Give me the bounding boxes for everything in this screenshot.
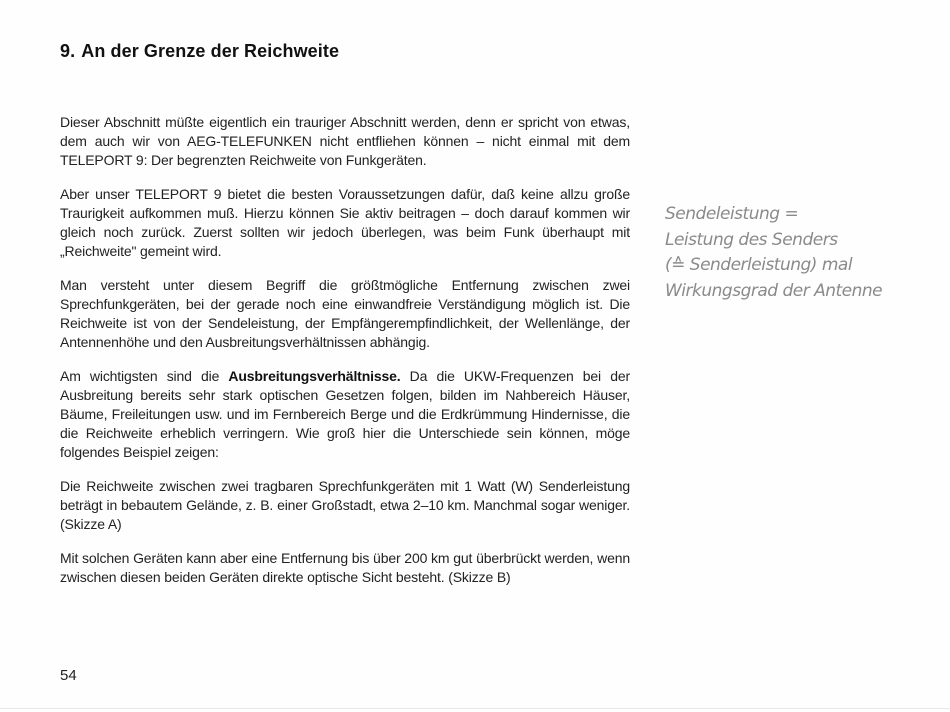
margin-note-line-4: Wirkungsgrad der Antenne	[665, 280, 883, 301]
paragraph-example-b: Mit solchen Geräten kann aber eine Entfernung bis über 200 km gut überbrückt werden, wenn zwischen diesen beiden Geräten direkte optische Sicht besteht. (Skizze B)	[60, 550, 630, 585]
paragraph-teleport: Aber unser TELEPORT 9 bietet die besten Voraussetzungen dafür, daß keine allzu große Traurigkeit aufkommen muß. Hierzu können Sie aktiv beitragen – doch darauf kommen wir gleich noch zurück. Zuerst sollten wir jedoch überlegen, was beim Funk überhaupt mit „Reichweite" gemeint wird.	[60, 186, 630, 259]
paragraph-definition: Man versteht unter diesem Begriff die größtmögliche Entfernung zwischen zwei Sprechfunkgeräten, bei der gerade noch eine einwandfreie Verständigung möglich ist. Die Reichweite ist von der Sendeleistung, der Empfängerempfindlichkeit, der Wellenlänge, der Antennenhöhe und den Ausbreitungsverhältnissen abhängig.	[60, 277, 630, 350]
page-number: 54	[60, 667, 77, 684]
section-heading	[60, 41, 339, 62]
paragraph-propagation-start: Am wichtigsten sind die	[60, 368, 229, 384]
section-title: An der Grenze der Reichweite	[81, 41, 340, 61]
paragraph-propagation-rest: Da die UKW-Frequenzen bei der Ausbreitung bereits sehr stark optischen Gesetzen folgen, bilden im Nahbereich Häuser, Bäume, Freileitungen usw. und im Fernbereich Berge und die Erdkrümmung Hindernisse, die die Reichweite erheblich verringern. Wie groß hier die Unterschiede sein können, möge folgendes Beispiel zeigen:	[60, 368, 630, 460]
margin-note-line-1: Sendeleistung =	[665, 204, 799, 224]
margin-note-line-3: (≙ Senderleistung) mal	[665, 255, 853, 275]
page-edge-divider	[0, 708, 950, 709]
main-text-column	[60, 113, 630, 602]
margin-note	[665, 202, 935, 304]
section-number: 9.	[60, 41, 76, 61]
margin-note-line-2: Leistung des Senders	[665, 229, 838, 250]
term-ausbreitungsverhaeltnisse: Ausbreitungsverhältnisse.	[228, 368, 401, 384]
paragraph-example-a: Die Reichweite zwischen zwei tragbaren Sprechfunkgeräten mit 1 Watt (W) Senderleistung beträgt in bebautem Gelände, z. B. einer Großstadt, etwa 2–10 km. Manchmal sogar weniger. (Skizze A)	[60, 478, 630, 532]
paragraph-propagation	[60, 367, 630, 462]
paragraph-intro: Dieser Abschnitt müßte eigentlich ein trauriger Abschnitt werden, denn er spricht von etwas, dem auch wir von AEG-TELEFUNKEN nicht entfliehen können – nicht einmal mit dem TELEPORT 9: Der begrenzten Reichweite von Funkgeräten.	[60, 114, 630, 168]
